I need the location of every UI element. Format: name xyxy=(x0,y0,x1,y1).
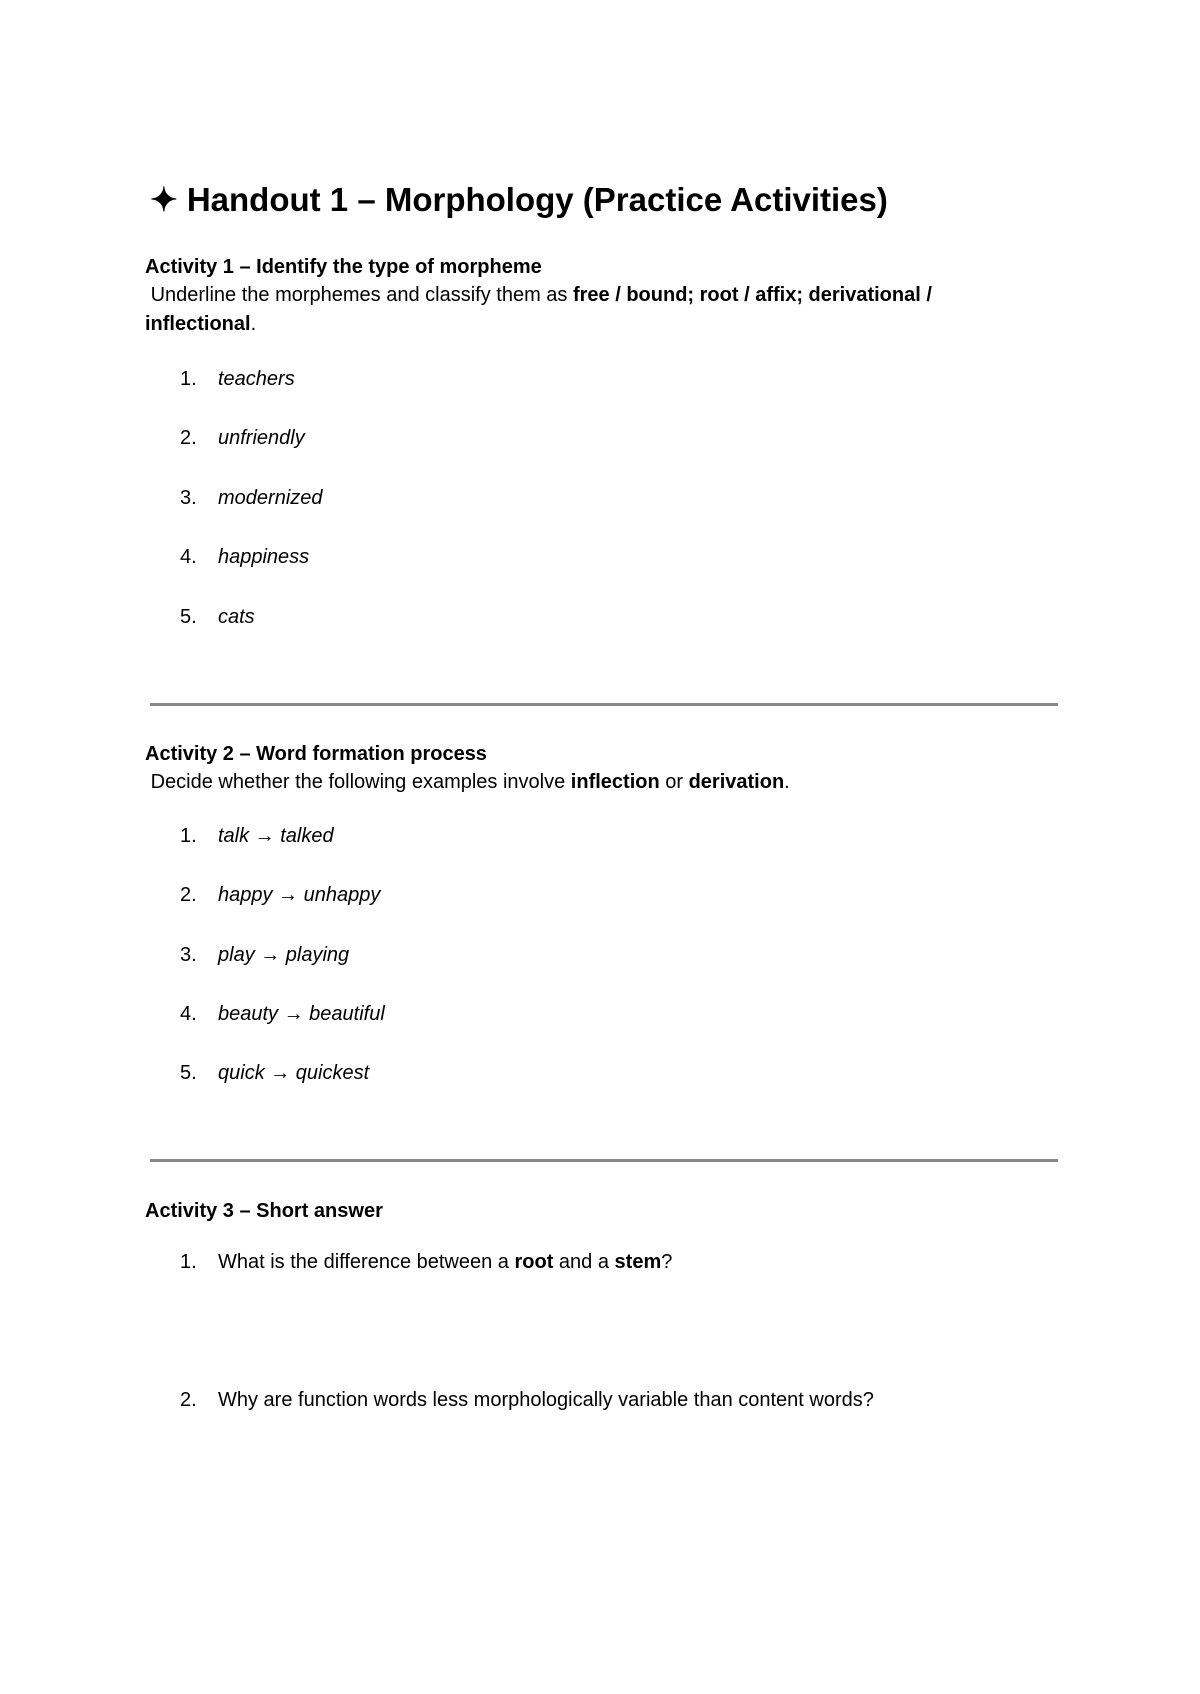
instruction-bold: inflection xyxy=(570,771,660,793)
list-text: happiness xyxy=(218,546,310,568)
list-number: 5. xyxy=(180,1062,197,1084)
instruction-bold: free / bound; root / affix; derivational / inflectional xyxy=(145,284,932,335)
list-item xyxy=(180,1003,385,1026)
list-item xyxy=(180,825,334,848)
list-text: play → playing xyxy=(218,944,350,966)
instruction-text: Decide whether the following examples involve xyxy=(150,771,571,793)
list-number: 2. xyxy=(180,884,197,906)
list-text: beauty → beautiful xyxy=(218,1003,385,1025)
list-number: 1. xyxy=(180,1251,197,1273)
list-number: 1. xyxy=(180,825,197,847)
list-item xyxy=(180,368,295,391)
list-item xyxy=(180,427,305,450)
instruction-text: . xyxy=(250,313,257,335)
list-text xyxy=(218,1251,672,1273)
list-item xyxy=(180,546,309,569)
list-number: 2. xyxy=(180,427,197,449)
list-number: 2. xyxy=(180,1389,197,1411)
list-text: modernized xyxy=(218,487,323,509)
question-bold: root xyxy=(514,1251,554,1273)
list-item xyxy=(180,1062,369,1085)
list-item xyxy=(180,1251,672,1274)
list-item xyxy=(180,606,255,629)
activity-2-heading: Activity 2 – Word formation process xyxy=(145,743,487,765)
list-text: unfriendly xyxy=(218,427,305,449)
instruction-text: . xyxy=(784,771,790,793)
activity-2-instruction xyxy=(145,768,1045,797)
instruction-bold: derivation xyxy=(688,771,785,793)
list-text: teachers xyxy=(218,368,295,390)
list-item xyxy=(180,487,323,510)
list-text: cats xyxy=(218,606,255,628)
activity-1-heading: Activity 1 – Identify the type of morpheme xyxy=(145,256,542,278)
list-item xyxy=(180,1389,874,1412)
activity-1-instruction xyxy=(145,281,1045,339)
instruction-text: or xyxy=(659,771,689,793)
list-item xyxy=(180,944,349,967)
question-text: and a xyxy=(553,1251,615,1273)
list-number: 1. xyxy=(180,368,197,390)
question-text: What is the difference between a xyxy=(218,1251,515,1273)
question-bold: stem xyxy=(614,1251,662,1273)
list-number: 3. xyxy=(180,944,197,966)
list-number: 3. xyxy=(180,487,197,509)
list-text: quick → quickest xyxy=(218,1062,370,1084)
question-text: ? xyxy=(661,1251,673,1273)
activity-3-heading: Activity 3 – Short answer xyxy=(145,1200,383,1222)
list-number: 5. xyxy=(180,606,197,628)
list-item xyxy=(180,884,380,907)
list-number: 4. xyxy=(180,1003,197,1025)
list-text: happy → unhappy xyxy=(218,884,381,906)
section-divider xyxy=(150,703,1058,706)
list-text: talk → talked xyxy=(218,825,334,847)
page-title: ✦ Handout 1 – Morphology (Practice Activities) xyxy=(150,181,888,218)
list-text: Why are function words less morphologically variable than content words? xyxy=(218,1389,874,1411)
section-divider xyxy=(150,1159,1058,1162)
instruction-text: Underline the morphemes and classify them as xyxy=(150,284,573,306)
list-number: 4. xyxy=(180,546,197,568)
